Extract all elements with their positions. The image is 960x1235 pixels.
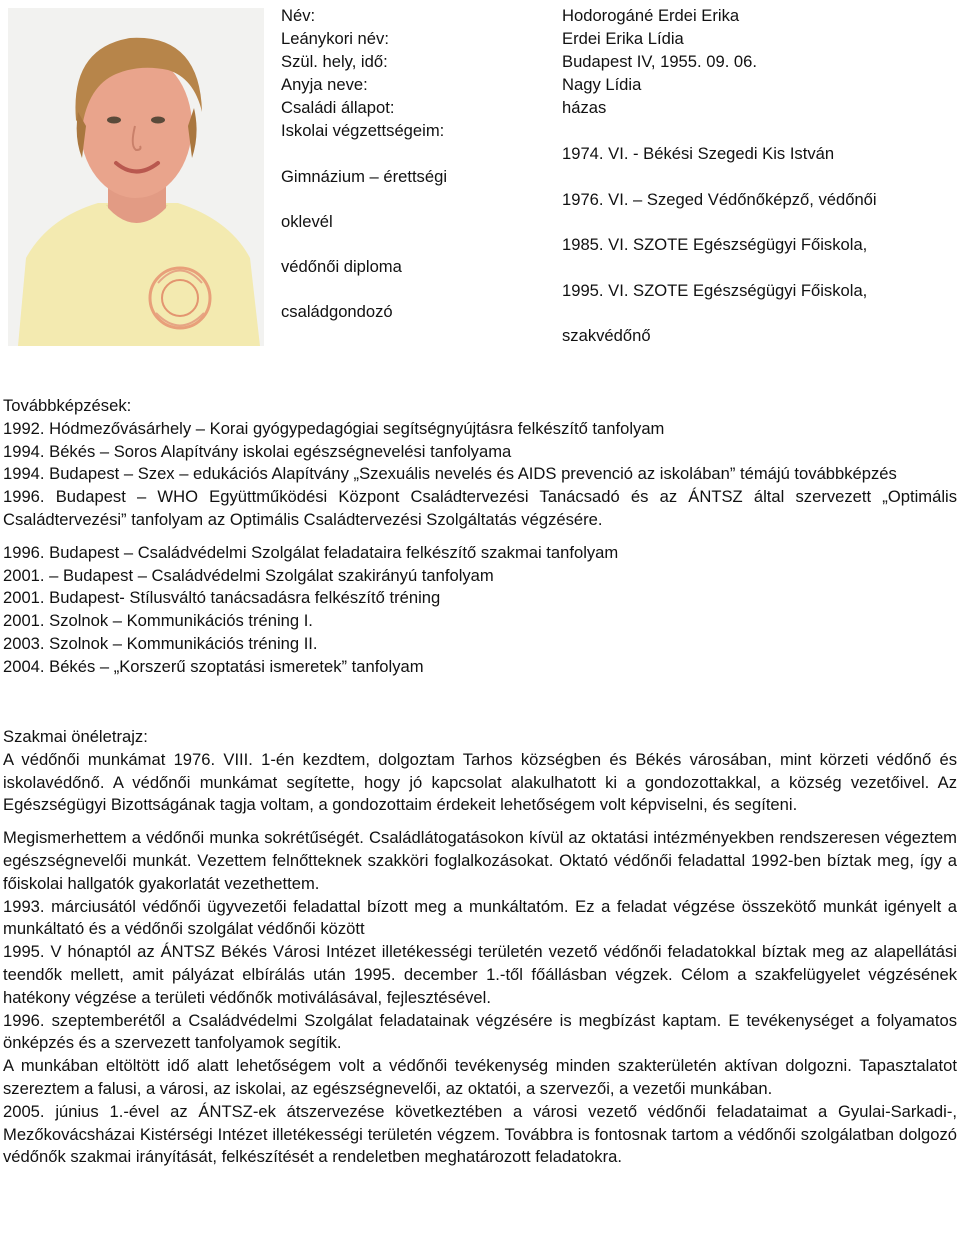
training-item: 1996. Budapest – Családvédelmi Szolgálat feladataira felkészítő szakmai tanfolyam	[3, 542, 619, 562]
education-degree: védőnői diploma	[281, 257, 402, 276]
trainings-section	[3, 395, 957, 679]
label-maiden-name: Leánykori név:	[281, 29, 389, 48]
training-item: 2001. – Budapest – Családvédelmi Szolgálat szakirányú tanfolyam	[3, 565, 494, 585]
label-mother: Anyja neve:	[281, 75, 368, 94]
label-education: Iskolai végzettségeim:	[281, 121, 445, 140]
education-entry: szakvédőnő	[562, 326, 651, 345]
value-mother: Nagy Lídia	[562, 75, 642, 94]
training-item: 2001. Budapest- Stílusváltó tanácsadásra felkészítő tréning	[3, 588, 441, 608]
portrait-illustration	[8, 8, 264, 346]
education-entry: 1976. VI. – Szeged Védőnőképző, védőnői	[562, 190, 877, 209]
education-entry: 1995. VI. SZOTE Egészségügyi Főiskola,	[562, 281, 868, 300]
education-degree: oklevél	[281, 212, 333, 231]
label-marital: Családi állapot:	[281, 98, 395, 117]
label-name: Név:	[281, 6, 316, 25]
cv-paragraph: 2005. június 1.-ével az ÁNTSZ-ek átszervezése következtében a városi vezető védőnői feladataimat a Gyulai-Sarkadi-, Mezőkovácsházai Kistérségi Intézet illetékességi területén végzem. Továbbra is fontosnak tartom a védőnői szolgálatban dolgozó védőnők szakmai irányítását, felkészítését a rendeletben meghatározott feladatokra.	[3, 1101, 957, 1167]
label-birth: Szül. hely, idő:	[281, 52, 388, 71]
education-degree: Gimnázium – érettségi	[281, 167, 448, 186]
education-entry: 1974. VI. - Békési Szegedi Kis István	[562, 144, 835, 163]
training-item: 2001. Szolnok – Kommunikációs tréning I.	[3, 611, 313, 631]
training-item: 1992. Hódmezővásárhely – Korai gyógypedagógiai segítségnyújtásra felkészítő tanfolyam	[3, 418, 665, 438]
cv-paragraph: A munkában eltöltött idő alatt lehetőségem volt a védőnői tevékenység minden szakterületén aktívan dolgozni. Tapasztalatot szereztem a falusi, a városi, az iskolai, az egészségnevelői, az oktatói, a szervezői, a vezetői munkában.	[3, 1056, 957, 1098]
value-maiden-name: Erdei Erika Lídia	[562, 29, 684, 48]
training-item: 1996. Budapest – WHO Együttműködési Központ Családtervezési Tanácsadó és az ÁNTSZ által szervezett „Optimális Családtervezési” tanfolyam az Optimális Családtervezési Szolgáltatás végzésére.	[3, 487, 957, 529]
cv-paragraph: A védőnői munkámat 1976. VIII. 1-én kezdtem, dolgoztam Tarhos községben és Békés városában, mint körzeti védőnő és iskolavédőnő. A védőnői munkámat segítette, hogy jó kapcsolat alakulhatott ki a gondozottakkal, a község vezetőivel. Az Egészségügyi Bizottságának tagja voltam, a gondozottaim érdekeit lehetőségem volt képviselni, és segíteni.	[3, 749, 957, 815]
value-name: Hodorogáné Erdei Erika	[562, 6, 740, 25]
training-item: 2004. Békés – „Korszerű szoptatási ismeretek” tanfolyam	[3, 656, 424, 676]
education-entry: 1985. VI. SZOTE Egészségügyi Főiskola,	[562, 235, 868, 254]
cv-section	[3, 726, 957, 1169]
value-marital: házas	[562, 98, 607, 117]
cv-paragraph: 1996. szeptemberétől a Családvédelmi Szolgálat feladatainak végzésére is megbízást kaptam. E tevékenységet a folyamatos önképzés és a szervezett tanfolyamok segítik.	[3, 1010, 957, 1053]
cv-paragraph: 1995. V hónaptól az ÁNTSZ Békés Városi Intézet illetékességi területén vezető védőnői feladatokkal bíztak meg az alapellátási teendők mellett, amit pályázat elbírálás után 1995. december 1.-től főállásban végzek. Célom a szakfelügyelet végzésének hatékony végzése a területi védőnők motiválásával, fejlesztésével.	[3, 942, 957, 1007]
cv-paragraph: 1993. márciusától védőnői ügyvezetői feladattal bízott meg a munkáltatóm. Ez a feladat végzése összekötő munkát igényelt a munkáltató és a védőnői szolgálat védőnői között	[3, 896, 957, 939]
cv-paragraph: Megismerhettem a védőnői munka sokrétűségét. Családlátogatásokon kívül az oktatási intézményekben rendszeresen végeztem egészségnevelői munkát. Vezettem felnőtteknek szakköri foglalkozásokat. Oktató védőnői feladattal 1992-ben bíztak meg, így a főiskolai hallgatók gyakorlatát vezethettem.	[3, 828, 957, 893]
value-birth: Budapest IV, 1955. 09. 06.	[562, 52, 757, 71]
training-item: 1994. Békés – Soros Alapítvány iskolai egészségnevelési tanfolyama	[3, 441, 512, 461]
training-item: 1994. Budapest – Szex – edukációs Alapítvány „Szexuális nevelés és AIDS prevenció az iskolában” témájú továbbképzés	[3, 464, 897, 484]
trainings-heading: Továbbképzések:	[3, 396, 132, 415]
cv-heading: Szakmai önéletrajz:	[3, 727, 148, 746]
education-degree: családgondozó	[281, 302, 393, 321]
portrait-photo	[8, 8, 264, 346]
training-item: 2003. Szolnok – Kommunikációs tréning II.	[3, 633, 318, 653]
